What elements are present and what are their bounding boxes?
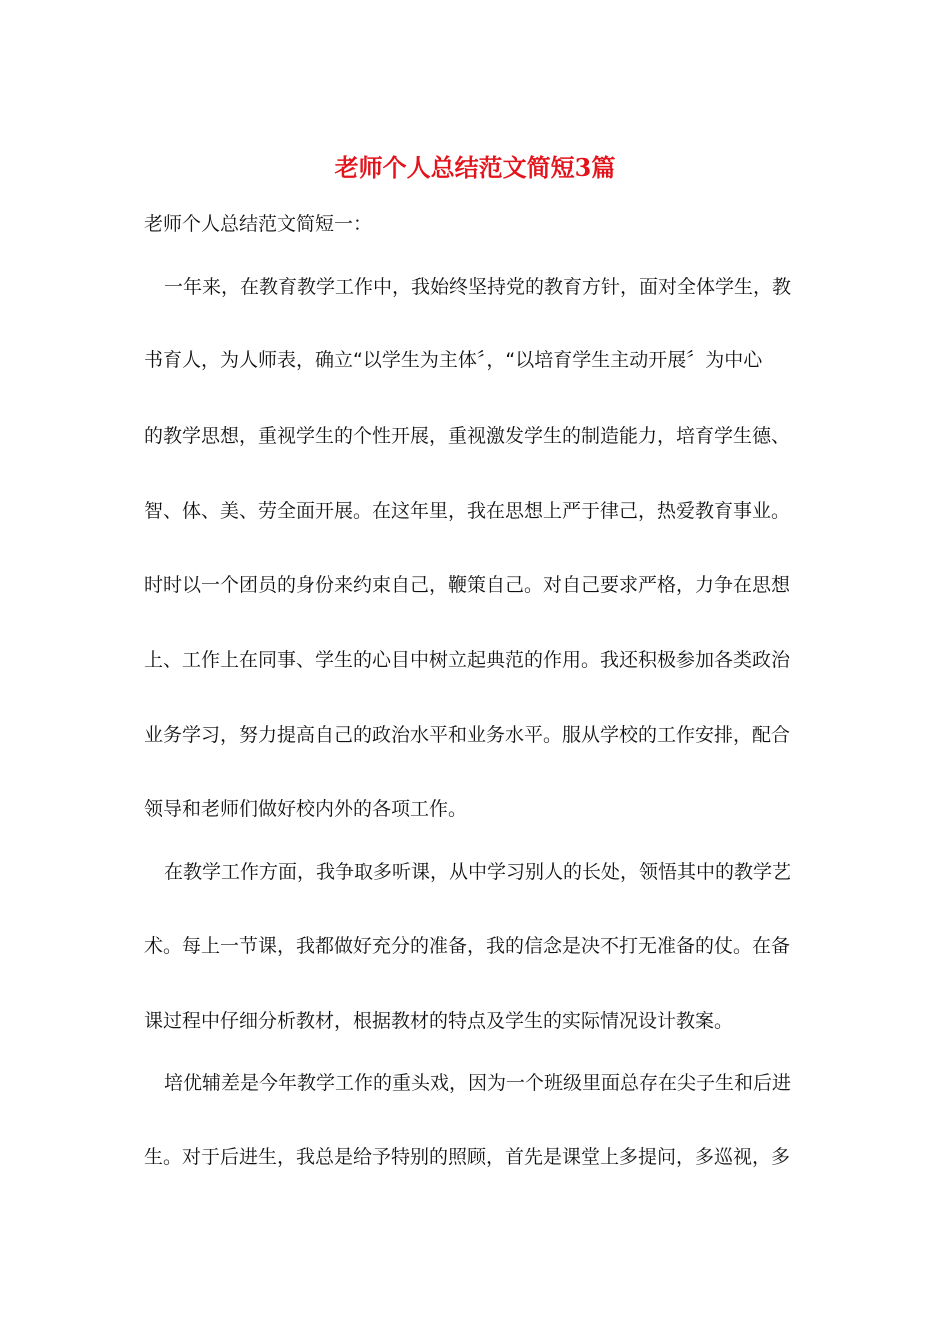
paragraph-line: 培优辅差是今年教学工作的重头戏，因为一个班级里面总存在尖子生和后进	[164, 1072, 792, 1094]
paragraph-line: 在教学工作方面，我争取多听课，从中学习别人的长处，领悟其中的教学艺	[164, 861, 792, 883]
section-heading: 老师个人总结范文简短一：	[144, 213, 373, 235]
paragraph-line: 术。每上一节课，我都做好充分的准备，我的信念是决不打无准备的仗。在备	[144, 935, 791, 957]
paragraph-line: 书育人，为人师表，确立“以学生为主体〞，“以培育学生主动开展〞为中心	[144, 349, 763, 371]
paragraph-line: 生。对于后进生，我总是给予特别的照顾，首先是课堂上多提问，多巡视，多	[144, 1146, 791, 1168]
paragraph-line: 业务学习，努力提高自己的政治水平和业务水平。服从学校的工作安排，配合	[144, 724, 791, 746]
paragraph-line: 智、体、美、劳全面开展。在这年里，我在思想上严于律己，热爱教育事业。	[144, 500, 791, 522]
paragraph-line: 课过程中仔细分析教材，根据教材的特点及学生的实际情况设计教案。	[144, 1010, 734, 1032]
paragraph-line: 领导和老师们做好校内外的各项工作。	[144, 798, 468, 820]
document-title: 老师个人总结范文简短3篇	[334, 153, 616, 182]
paragraph-line: 的教学思想，重视学生的个性开展，重视激发学生的制造能力，培育学生德、	[144, 425, 791, 447]
paragraph-line: 一年来，在教育教学工作中，我始终坚持党的教育方针，面对全体学生，教	[164, 276, 792, 298]
paragraph-line: 时时以一个团员的身份来约束自己，鞭策自己。对自己要求严格，力争在思想	[144, 574, 791, 596]
paragraph-line: 上、工作上在同事、学生的心目中树立起典范的作用。我还积极参加各类政治	[144, 649, 791, 671]
